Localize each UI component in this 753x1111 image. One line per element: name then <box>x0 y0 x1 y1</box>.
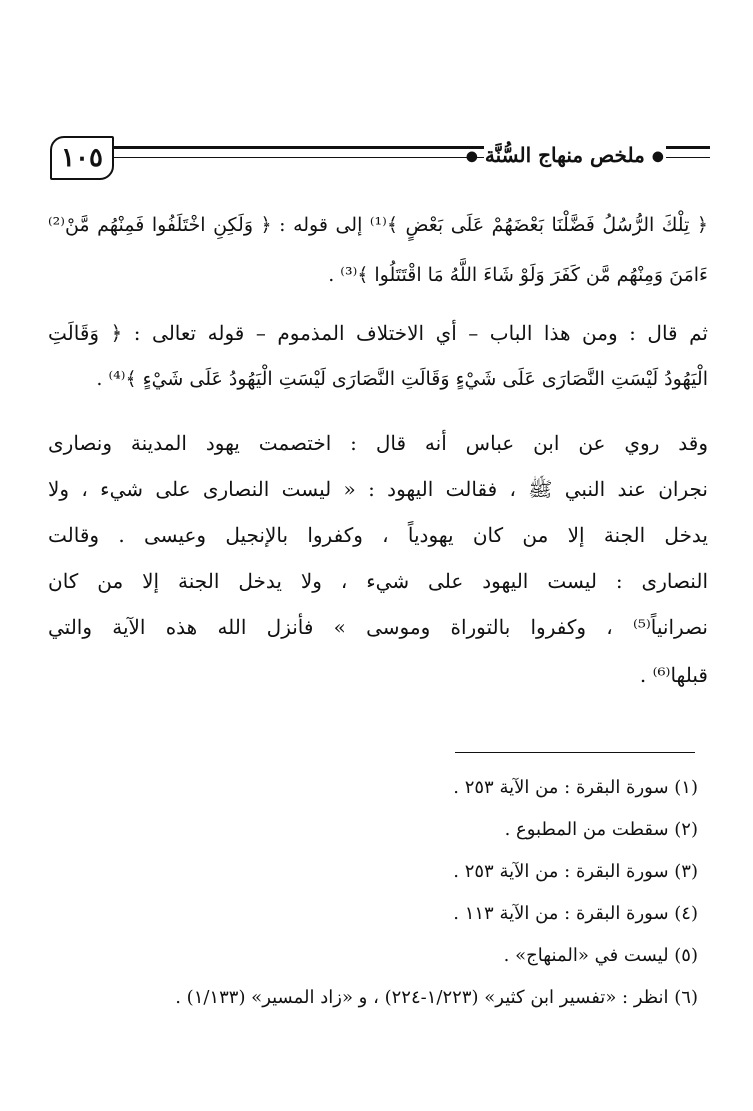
body-line: ﴿ تِلْكَ الرُّسُلُ فَضَّلْنَا بَعْضَهُمْ عَلَى بَعْضٍ ﴾⁽¹⁾ إلى قوله : ﴿ وَلَكِنِ اخْتَلَفُوا فَمِنْهُم مَّنْ⁽²⁾ <box>48 214 708 236</box>
bullet-icon: ● <box>651 148 664 165</box>
body-line: النصارى : ليست اليهود على شيء ، ولا يدخل الجنة إلا من كان <box>48 569 708 593</box>
running-title <box>465 136 664 176</box>
footnote-separator <box>455 752 695 753</box>
header-rule-left <box>112 146 484 158</box>
bullet-icon: ● <box>465 148 478 165</box>
body-line: الْيَهُودُ لَيْسَتِ النَّصَارَى عَلَى شَيْءٍ وَقَالَتِ النَّصَارَى لَيْسَتِ الْيَهُودُ عَلَى شَيْءٍ ﴾⁽⁴⁾ . <box>96 368 708 390</box>
footnote: (٥) ليست في «المنهاج» . <box>503 945 698 966</box>
body-line: يدخل الجنة إلا من كان يهودياً ، وكفروا بالإنجيل وعيسى . وقالت <box>48 523 708 547</box>
footnote: (١) سورة البقرة : من الآية ٢٥٣ . <box>453 777 698 798</box>
footnote: (٣) سورة البقرة : من الآية ٢٥٣ . <box>453 861 698 882</box>
body-line: وقد روي عن ابن عباس أنه قال : اختصمت يهود المدينة ونصارى <box>48 431 708 455</box>
body-line: ثم قال : ومن هذا الباب – أي الاختلاف المذموم – قوله تعالى : ﴿ وَقَالَتِ <box>48 321 708 345</box>
running-title-text: ملخص منهاج السُّنَّة <box>484 143 645 167</box>
body-line: نصرانياً⁽⁵⁾ ، وكفروا بالتوراة وموسى » فأنزل الله هذه الآية والتي <box>48 615 708 639</box>
footnote: (٢) سقطت من المطبوع . <box>504 819 698 840</box>
page-header <box>50 132 710 184</box>
body-line: قبلها⁽⁶⁾ . <box>639 663 708 687</box>
body-line: ءَامَنَ وَمِنْهُم مَّن كَفَرَ وَلَوْ شَاءَ اللَّهُ مَا اقْتَتَلُوا ﴾⁽³⁾ . <box>328 264 708 286</box>
page-number: ١٠٥ <box>50 136 114 180</box>
footnote: (٤) سورة البقرة : من الآية ١١٣ . <box>453 903 698 924</box>
body-line: نجران عند النبي ﷺ ، فقالت اليهود : « ليست النصارى على شيء ، ولا <box>48 477 708 501</box>
header-rule-right <box>666 146 710 158</box>
footnote: (٦) انظر : «تفسير ابن كثير» (١/٢٢٣-٢٢٤) ، و «زاد المسير» (١/١٣٣) . <box>175 987 698 1008</box>
